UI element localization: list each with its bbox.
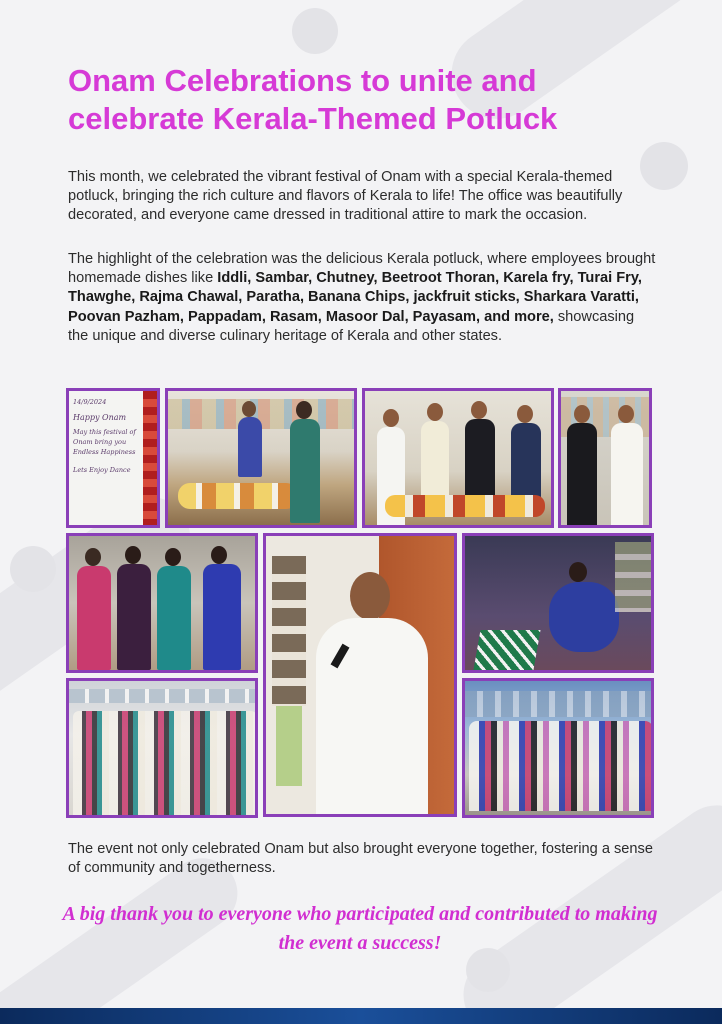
page-title <box>68 62 658 138</box>
whiteboard-message: May this festival of Onam bring you Endless Happiness <box>73 428 136 456</box>
thank-you-message: A big thank you to everyone who participated and contributed to making the event a success! <box>62 903 658 954</box>
title-rest: to unite and celebrate Kerala-Themed Potluck <box>68 63 558 136</box>
highlight-paragraph <box>68 250 658 346</box>
background-dot <box>10 546 56 592</box>
photo-office-group <box>66 678 258 818</box>
photo-women-sarees <box>66 533 258 673</box>
footer-bar <box>0 1008 722 1024</box>
photo-food-table <box>165 388 357 528</box>
photo-game-board <box>462 533 654 673</box>
title-bold: Onam Celebrations <box>68 63 353 98</box>
photo-speaker <box>263 533 457 817</box>
whiteboard-greeting: Happy Onam <box>73 413 127 422</box>
dish-list: Iddli, Sambar, Chutney, Beetroot Thoran, Karela fry, Turai Fry, Thawghe, Rajma Chawal, Paratha, Banana Chips, jackfruit sticks, Sharkara Varatti, Poovan Pazham, Pappadam, Rasam, Masoor Dal, Payasam, and more, <box>68 270 642 325</box>
highlight-after: showcasing the unique and diverse culinary heritage of Kerala and other states. <box>68 308 635 344</box>
background-dot <box>292 8 338 54</box>
photo-men-group-food <box>362 388 554 528</box>
closing-paragraph: The event not only celebrated Onam but also brought everyone together, fostering a sense of community and togetherness. <box>68 841 653 877</box>
photo-outdoor-group <box>462 678 654 818</box>
whiteboard-signoff: Lets Enjoy Dance <box>73 466 131 474</box>
whiteboard-date: 14/9/2024 <box>73 398 107 406</box>
highlight-before: The highlight of the celebration was the delicious Kerala potluck, where employees brought homemade dishes like <box>68 251 656 287</box>
intro-paragraph: This month, we celebrated the vibrant festival of Onam with a special Kerala-themed potluck, bringing the rich culture and flavors of Kerala to life! The office was beautifully decorated, and everyone came dressed in traditional attire to mark the occasion. <box>68 169 623 224</box>
photo-whiteboard <box>66 388 160 528</box>
photo-two-men <box>558 388 652 528</box>
